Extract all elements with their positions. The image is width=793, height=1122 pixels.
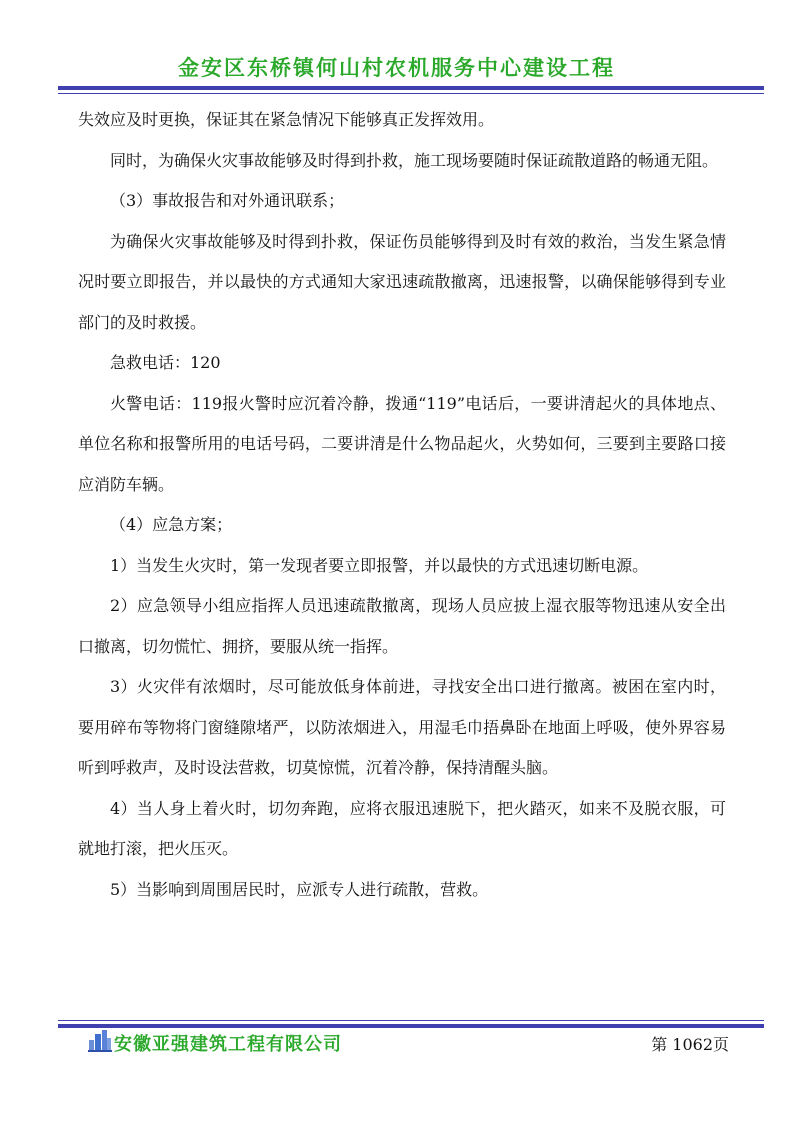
section-heading: （4）应急方案； <box>110 515 233 534</box>
footer-rule-thin <box>58 1020 764 1021</box>
list-item: 5）当影响到周围居民时，应派专人进行疏散，营救。 <box>110 879 489 899</box>
header-rule-thick <box>58 86 764 90</box>
header-rule-thin <box>58 93 764 94</box>
list-item: 2）应急领导小组应指挥人员迅速疏散撤离，现场人员应披上湿衣服等物迅速从安全出口撤离，切勿慌忙、拥挤，要服从统一指挥。 <box>78 596 726 656</box>
paragraph: 同时，为确保火灾事故能够及时得到扑救，施工现场要随时保证疏散道路的畅通无阻。 <box>110 150 719 170</box>
list-item: 4）当人身上着火时，切勿奔跑，应将衣服迅速脱下，把火踏灭，如来不及脱衣服，可就地打滚，把火压灭。 <box>78 798 726 858</box>
section-heading: （3）事故报告和对外通讯联系； <box>110 191 345 210</box>
list-item: 1）当发生火灾时，第一发现者要立即报警，并以最快的方式迅速切断电源。 <box>110 555 649 575</box>
paragraph: 失效应及时更换，保证其在紧急情况下能够真正发挥效用。 <box>78 110 495 129</box>
list-item: 3）火灾伴有浓烟时，尽可能放低身体前进，寻找安全出口进行撤离。被困在室内时，要用碎布等物将门窗缝隙堵严，以防浓烟进入，用湿毛巾捂鼻卧在地面上呼吸，使外界容易听到呼救声，及时设法营救，切莫惊慌，沉着冷静，保持清醒头脑。 <box>78 677 726 777</box>
document-body <box>78 100 726 910</box>
fire-alarm-phone: 火警电话：119报火警时应沉着冷静，拨通“119”电话后，一要讲清起火的具体地点、单位名称和报警所用的电话号码，二要讲清是什么物品起火，火势如何，三要到主要路口接应消防车辆。 <box>78 393 726 494</box>
page-number: 第 1062页 <box>651 1035 729 1054</box>
page-header-title: 金安区东桥镇何山村农机服务中心建设工程 <box>178 56 615 80</box>
footer-company-name: 安徽亚强建筑工程有限公司 <box>114 1034 342 1055</box>
paragraph: 为确保火灾事故能够及时得到扑救，保证伤员能够得到及时有效的救治，当发生紧急情况时要立即报告，并以最快的方式通知大家迅速疏散撤离，迅速报警，以确保能够得到专业部门的及时救援。 <box>78 231 726 332</box>
building-logo-icon <box>88 1030 112 1052</box>
emergency-phone: 急救电话：120 <box>110 353 221 372</box>
footer-rule-thick <box>58 1024 764 1028</box>
